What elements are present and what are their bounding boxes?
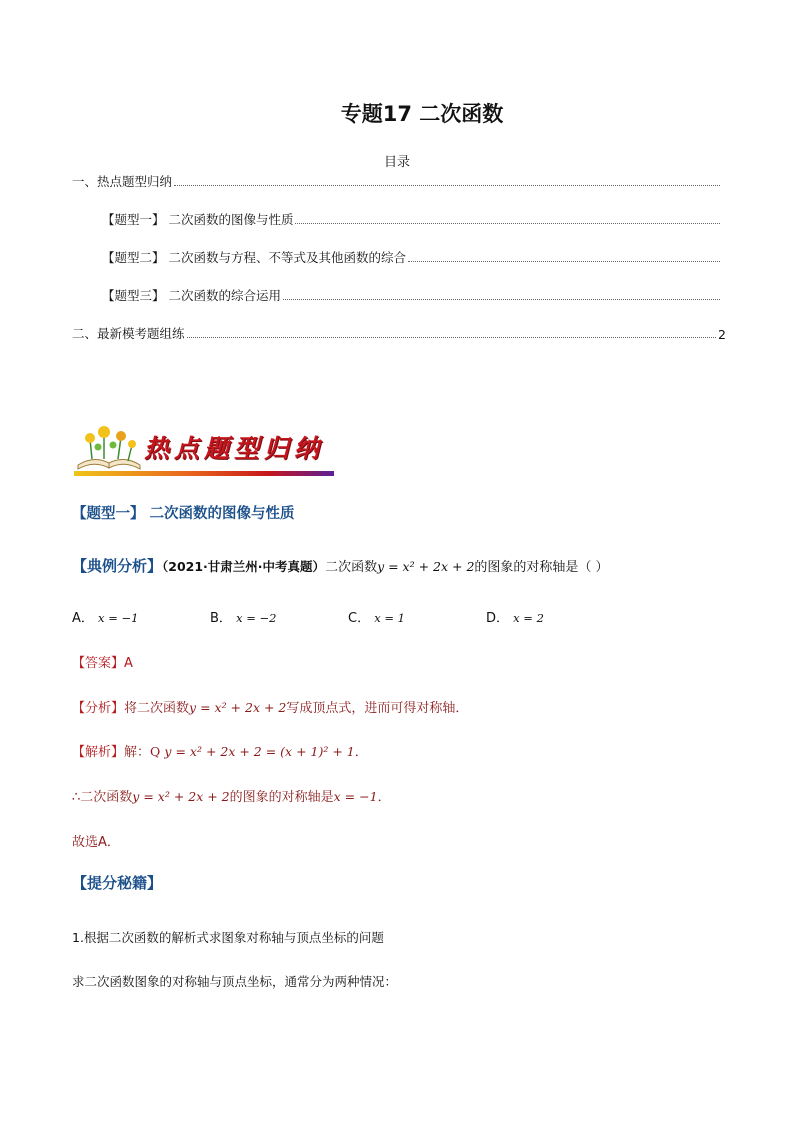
choose-line: 故选A． <box>72 835 120 850</box>
analysis-tag: 【分析】 <box>72 701 125 716</box>
toc-leader-dots <box>174 185 720 186</box>
solution-tag: 【解析】 <box>72 745 125 760</box>
option-c[interactable] <box>348 607 405 626</box>
toc-entry-label: 【题型一】 二次函数的图像与性质 <box>102 212 294 227</box>
example-text: 二次函数 <box>325 560 378 575</box>
toc-entry-label: 一、热点题型归纳 <box>72 174 173 189</box>
analysis-text: 写成顶点式，进而可得对称轴． <box>286 701 469 716</box>
answer-tag: 【答案】 <box>72 656 125 671</box>
example-text: 的图象的对称轴是（ ） <box>474 560 609 575</box>
solution-line <box>72 741 368 760</box>
solution-formula: y = x² + 2x + 2 = (x + 1)² + 1 <box>164 744 355 759</box>
example-formula: y = x² + 2x + 2 <box>377 559 475 574</box>
book-flowers-icon <box>74 425 144 471</box>
toc-entry-label: 【题型三】 二次函数的综合运用 <box>102 288 281 303</box>
tip-text: 求二次函数图象的对称轴与顶点坐标，通常分为两种情况： <box>72 974 398 989</box>
option-d[interactable] <box>486 607 544 626</box>
document-title: 专题17 二次函数 <box>340 102 504 126</box>
toc-leader-dots <box>408 261 720 262</box>
analysis-line <box>72 697 468 716</box>
answer-value: A <box>124 656 133 671</box>
solution-text: ． <box>354 745 368 760</box>
toc-entry[interactable] <box>72 172 726 190</box>
analysis-text: 将二次函数 <box>124 701 190 716</box>
solution-text: 解： <box>124 745 151 760</box>
option-b[interactable] <box>210 607 276 626</box>
section-heading: 【题型一】 二次函数的图像与性质 <box>72 506 295 522</box>
because-symbol: Q <box>150 744 161 759</box>
toc-entry-label: 二、最新模考题组练 <box>72 326 185 341</box>
option-letter: A． <box>72 611 94 626</box>
section-banner <box>74 425 334 477</box>
toc-entry[interactable] <box>102 286 726 304</box>
toc-leader-dots <box>283 299 720 300</box>
conclusion-text: 的图象的对称轴是 <box>229 790 334 805</box>
option-letter: B． <box>210 611 232 626</box>
conclusion-text: ． <box>377 790 391 805</box>
option-expr: x = −2 <box>236 611 277 625</box>
option-expr: x = 1 <box>374 611 405 625</box>
conclusion-formula: y = x² + 2x + 2 <box>132 789 230 804</box>
toc-entry-label: 【题型二】 二次函数与方程、不等式及其他函数的综合 <box>102 250 406 265</box>
example-tag: 【典例分析】 <box>72 557 163 575</box>
option-a[interactable] <box>72 607 138 626</box>
toc-entry[interactable] <box>102 248 726 266</box>
option-letter: C． <box>348 611 371 626</box>
option-expr: x = 2 <box>513 611 544 625</box>
therefore-symbol: ∴ <box>72 790 81 805</box>
conclusion-line <box>72 786 391 805</box>
option-expr: x = −1 <box>98 611 139 625</box>
toc-leader-dots <box>187 337 717 338</box>
tip-item: 1.根据二次函数的解析式求图象对称轴与顶点坐标的问题 <box>72 930 384 945</box>
example-question <box>72 555 609 576</box>
tips-heading: 【提分秘籍】 <box>72 874 163 892</box>
analysis-formula: y = x² + 2x + 2 <box>189 700 287 715</box>
toc-entry[interactable] <box>102 210 726 228</box>
conclusion-formula: x = −1 <box>333 789 378 804</box>
toc-entry[interactable] <box>72 324 726 342</box>
toc-entry-page: 2 <box>718 327 726 342</box>
conclusion-text: 二次函数 <box>80 790 133 805</box>
option-letter: D． <box>486 611 510 626</box>
banner-gradient-bar <box>74 471 334 476</box>
toc-heading: 目录 <box>383 155 410 170</box>
answer-line <box>72 652 133 671</box>
toc-leader-dots <box>295 223 720 224</box>
example-source: （2021·甘肃兰州·中考真题） <box>162 559 326 574</box>
banner-title: 热点题型归纳 <box>144 434 325 463</box>
